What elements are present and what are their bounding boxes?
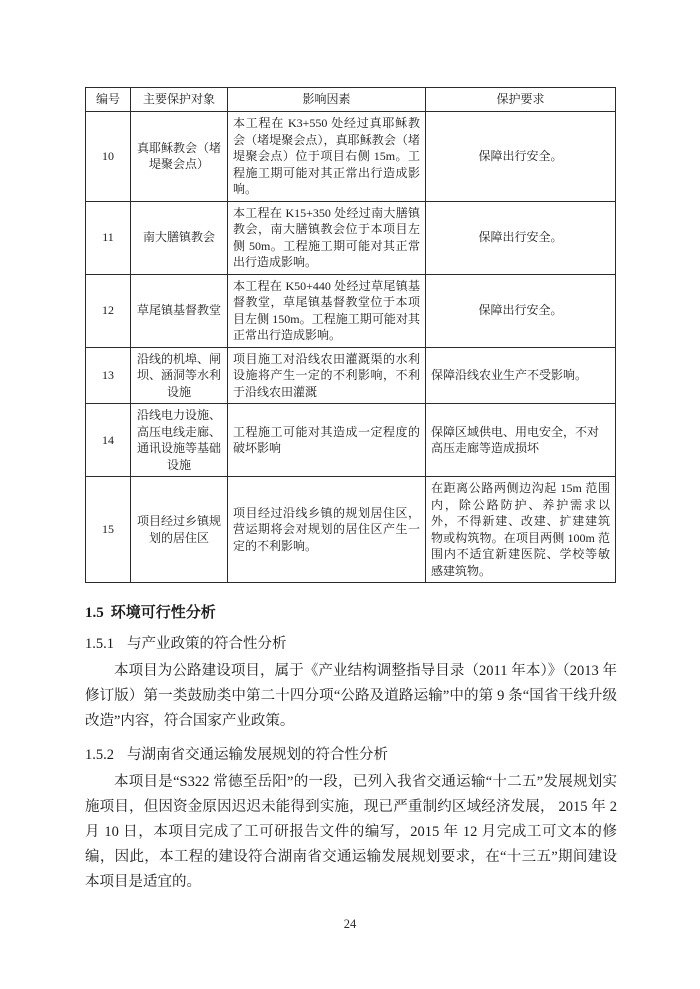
cell-target: 沿线的机埠、闸坝、涵洞等水利设施 xyxy=(131,347,228,404)
cell-target: 沿线电力设施、高压电线走廊、通讯设施等基础设施 xyxy=(131,404,228,477)
header-cell-requirement: 保护要求 xyxy=(426,88,616,112)
page-number: 24 xyxy=(343,917,357,931)
paragraph-industry-policy: 本项目为公路建设项目，属于《产业结构调整指导目录（2011 年本）》（2013 年修订版）第一类鼓励类中第二十四分项“公路及道路运输”中的第 9 条“国省干线升级改造”内容，符合国家产业政策。 xyxy=(85,663,617,729)
cell-impact: 项目施工对沿线农田灌溉渠的水利设施将产生一定的不利影响，不利于沿线农田灌溉 xyxy=(228,347,426,404)
cell-requirement: 保障出行安全。 xyxy=(426,112,616,202)
cell-requirement: 保障区域供电、用电安全，不对高压走廊等造成损坏 xyxy=(426,404,616,477)
section-heading-1-5 xyxy=(85,603,617,623)
cell-impact: 工程施工可能对其造成一定程度的破坏影响 xyxy=(228,404,426,477)
section-title: 与产业政策的符合性分析 xyxy=(127,636,287,652)
paragraph-transport-plan: 本项目是“S322 常德至岳阳”的一段，已列入我省交通运输“十二五”发展规划实施项目，但因资金原因迟迟未能得到实施，现已严重制约区域经济发展， 2015 年 2 月 10 日，本项目完成了工可研报告文件的编写，2015 年 12 月完成工可文本的修编，因此，本工程的建设符合湖南省交通运输发展规划要求，在“十三五”期间建设本项目是适宜的。 xyxy=(85,774,617,890)
cell-impact: 本工程在 K50+440 处经过草尾镇基督教堂，草尾镇基督教堂位于本项目左侧 150m。工程施工期可能对其正常出行造成影响。 xyxy=(228,274,426,347)
cell-impact: 本工程在 K15+350 处经过南大膳镇教会，南大膳镇教会位于本项目左侧 50m。工程施工期可能对其正常出行造成影响。 xyxy=(228,201,426,274)
cell-id: 12 xyxy=(86,274,131,347)
cell-target: 项目经过乡镇规划的居住区 xyxy=(131,477,228,583)
section-heading-1-5-2 xyxy=(85,745,617,765)
header-cell-impact: 影响因素 xyxy=(228,88,426,112)
table-header-row xyxy=(86,88,616,112)
section-number: 1.5 xyxy=(85,605,104,621)
cell-id: 15 xyxy=(86,477,131,583)
table-row xyxy=(86,347,616,404)
cell-id: 11 xyxy=(86,201,131,274)
cell-target: 草尾镇基督教堂 xyxy=(131,274,228,347)
cell-target: 真耶稣教会（堵堤聚会点） xyxy=(131,112,228,202)
table-row xyxy=(86,274,616,347)
cell-impact: 本工程在 K3+550 处经过真耶稣教会（堵堤聚会点），真耶稣教会（堵堤聚会点）位于项目右侧 15m。工程施工期可能对其正常出行造成影响。 xyxy=(228,112,426,202)
header-cell-id: 编号 xyxy=(86,88,131,112)
header-cell-target: 主要保护对象 xyxy=(131,88,228,112)
cell-id: 14 xyxy=(86,404,131,477)
section-title: 与湖南省交通运输发展规划的符合性分析 xyxy=(127,747,388,763)
cell-id: 13 xyxy=(86,347,131,404)
cell-requirement: 在距离公路两侧边沟起 15m 范围内，除公路防护、养护需求以外，不得新建、改建、扩建建筑物或构筑物。在项目两侧 100m 范围内不适宜新建医院、学校等敏感建筑物。 xyxy=(426,477,616,583)
table-row xyxy=(86,404,616,477)
section-number: 1.5.2 xyxy=(85,747,114,763)
table-row xyxy=(86,201,616,274)
table-row xyxy=(86,112,616,202)
cell-impact: 项目经过沿线乡镇的规划居住区，营运期将会对规划的居住区产生一定的不利影响。 xyxy=(228,477,426,583)
section-number: 1.5.1 xyxy=(85,636,114,652)
cell-requirement: 保障出行安全。 xyxy=(426,274,616,347)
protected-objects-table xyxy=(85,87,616,583)
cell-requirement: 保障沿线农业生产不受影响。 xyxy=(426,347,616,404)
cell-id: 10 xyxy=(86,112,131,202)
cell-requirement: 保障出行安全。 xyxy=(426,201,616,274)
section-heading-1-5-1 xyxy=(85,634,617,654)
table-row xyxy=(86,477,616,583)
section-title: 环境可行性分析 xyxy=(110,605,216,621)
cell-target: 南大膳镇教会 xyxy=(131,201,228,274)
